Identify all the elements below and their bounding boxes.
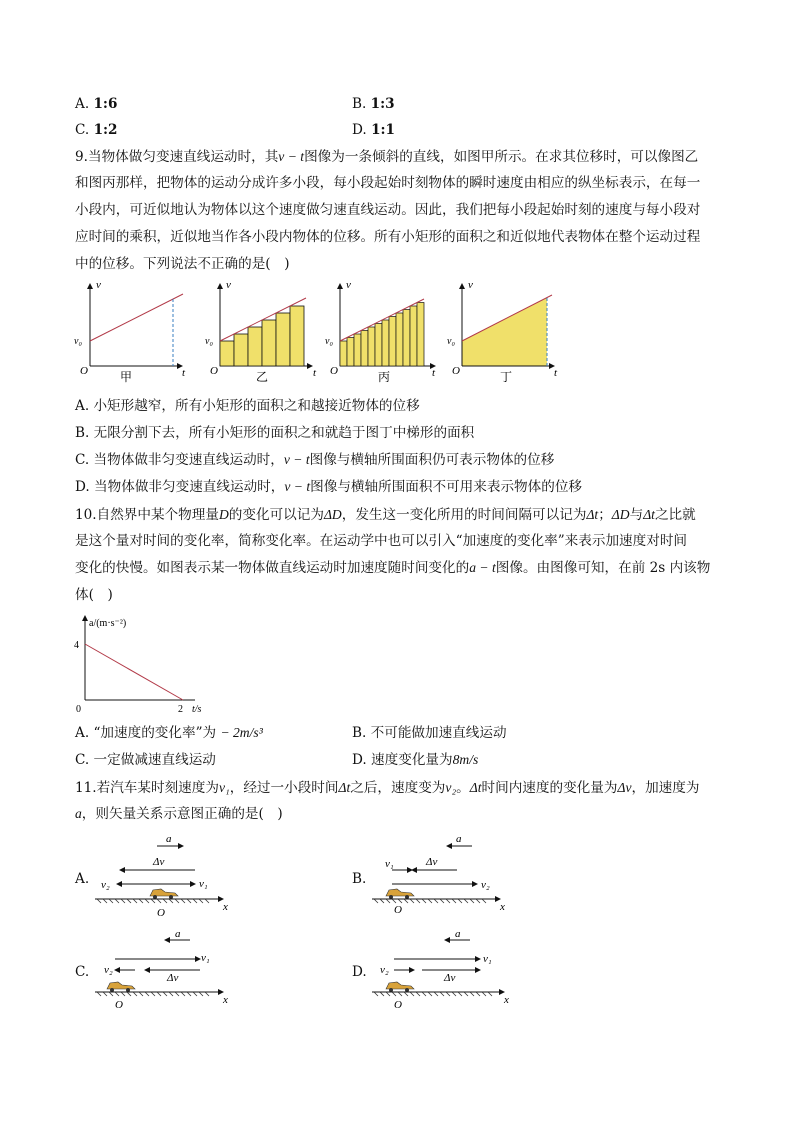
graph-origin: O [210,365,218,377]
rect-bar [389,317,396,367]
q10-a-t-graph [70,612,230,717]
q10-stem-line3: 变化的快慢。如图表示某一物体做直线运动时加速度随时间变化的a − t图像。由图像可知，在前 2s 内该物 [75,560,711,576]
sym-dv: Δv [444,972,456,984]
sym-a: a [166,833,172,845]
graph-axis-t: t [182,367,186,379]
graph-jia [74,279,186,384]
q8-option-c: C. 1:2 [75,122,118,138]
a-t-line [85,644,183,700]
sym-v1: v₁ [385,858,394,870]
sym-dv: Δv [167,972,179,984]
car-icon [386,889,414,899]
graph-axis-v: v [226,279,231,291]
graph-axis-v: v [96,279,101,291]
rect-bar [290,306,304,366]
rect-bar [361,331,368,367]
sym-O: O [394,904,402,916]
car-icon [150,889,178,899]
q10-stem-line4: 体( ) [75,587,113,603]
graph-v0: v₀ [205,336,213,347]
sym-a: a [456,833,462,845]
graph-bing [325,279,436,384]
q10-option-a: A. “加速度的变化率”为 − 2m/s³ [75,725,263,741]
graph-name-yi: 乙 [256,370,269,384]
graph-jia-line [90,294,183,341]
q11-option-c-label: C. [75,964,90,980]
sym-O: O [157,907,165,919]
trapezoid-area [462,298,547,366]
graph-v0: v₀ [74,336,82,347]
graph-origin: O [330,365,338,377]
rect-bar [417,303,424,367]
q11-diagram-a [95,828,245,920]
sym-a: a [455,928,461,940]
sym-x: x [223,994,228,1006]
rect-bar [347,338,354,367]
graph-xlabel: t/s [192,704,202,715]
graph-axis-t: t [554,367,558,379]
q10-option-c: C. 一定做减速直线运动 [75,752,216,768]
sym-v1: v₁ [199,878,208,890]
rect-bar [382,320,389,366]
q11-stem-line1: 11.若汽车某时刻速度为v₁，经过一小段时间Δt之后，速度变为v₂。Δt时间内速度的变化量为Δv，加速度为 [75,780,700,796]
q11-stem-line2: a，则矢量关系示意图正确的是( ) [75,806,283,822]
q8-option-b: B. 1:3 [352,96,395,112]
q9-option-d: D. 当物体做非匀变速直线运动时，v − t图像与横轴所围面积不可用来表示物体的位移 [75,479,583,495]
q10-option-d: D. 速度变化量为8m/s [352,752,479,768]
rect-bar [375,324,382,367]
sym-v1: v₁ [483,953,492,965]
q11-option-a-label: A. [75,871,90,887]
graph-origin: O [452,365,460,377]
q9-option-c: C. 当物体做非匀变速直线运动时，v − t图像与横轴所围面积仍可表示物体的位移 [75,452,555,468]
sym-dv: Δv [153,856,165,868]
q8-option-d: D. 1:1 [352,122,396,138]
sym-dv: Δv [426,856,438,868]
sym-v2: v₂ [481,879,490,891]
q8-option-a: A. 1:6 [75,96,118,112]
q11-diagram-b [372,828,522,920]
car-icon [386,982,414,992]
sym-v2: v₂ [104,964,113,976]
sym-a: a [175,928,181,940]
q11-option-b-label: B. [352,871,367,887]
sym-v2: v₂ [380,964,389,976]
q9-option-b: B. 无限分割下去，所有小矩形的面积之和就趋于图丁中梯形的面积 [75,425,475,441]
graph-y4: 4 [74,640,79,651]
q11-diagram-c [95,924,245,1016]
sym-v2: v₂ [101,879,110,891]
q11-option-d-label: D. [352,964,367,980]
q9-stem-line2: 和图丙那样，把物体的运动分成许多小段，每小段起始时刻物体的瞬时速度由相应的纵坐标表示，在每一 [75,175,701,191]
q10-option-b: B. 不可能做加速直线运动 [352,725,507,741]
graph-name-ding: 丁 [500,370,513,384]
graph-v0: v₀ [447,336,455,347]
graph-name-jia: 甲 [120,370,133,384]
graph-origin: O [80,365,88,377]
sym-O: O [394,999,402,1011]
graph-x2: 2 [178,704,183,715]
graph-axis-v: v [346,279,351,291]
q10-stem-line2: 是这个量对时间的变化率，简称变化率。在运动学中也可以引入“加速度的变化率”来表示加速度对时间 [75,533,688,549]
q10-stem-line1: 10.自然界中某个物理量D的变化可以记为ΔD，发生这一变化所用的时间间隔可以记为Δt；ΔD与Δt之比就 [75,507,696,523]
q9-stem-line4: 应时间的乘积，近似地当作各小段内物体的位移。所有小矩形的面积之和近似地代表物体在整个运动过程 [75,229,701,245]
graph-axis-t: t [313,367,317,379]
q9-stem-line3: 小段内，可近似地认为物体以这个速度做匀速直线运动。因此，我们把每小段起始时刻的速度与每小段对 [75,202,701,218]
q9-stem-line1: 9.当物体做匀变速直线运动时，其v − t图像为一条倾斜的直线，如图甲所示。在求其位移时，可以像图乙 [75,149,699,165]
rect-bar [354,334,361,366]
rect-bar [368,327,375,366]
graph-yi [205,279,317,384]
rect-bar [403,310,410,367]
graph-origin: 0 [76,704,81,715]
graph-axis-v: v [468,279,473,291]
sym-x: x [223,901,228,913]
rect-bar [276,313,290,366]
sym-O: O [115,999,123,1011]
q9-option-a: A. 小矩形越窄，所有小矩形的面积之和越接近物体的位移 [75,398,420,414]
rect-bar [248,327,262,366]
rect-bar [396,313,403,366]
q9-stem-line5: 中的位移。下列说法不正确的是( ) [75,256,290,272]
sym-x: x [500,901,505,913]
car-icon [107,982,135,992]
q9-graphs-figure [70,278,570,388]
graph-ylabel: a/(m·s⁻²) [89,618,127,629]
rect-bar [410,306,417,366]
graph-v0: v₀ [325,336,333,347]
graph-ding [447,279,558,384]
sym-v1: v₁ [201,952,210,964]
sym-x: x [504,994,509,1006]
rect-bar [220,341,234,366]
graph-axis-t: t [432,367,436,379]
rect-bar [262,320,276,366]
graph-name-bing: 丙 [378,370,391,384]
rect-bar [340,341,347,366]
rect-bar [234,334,248,366]
q11-diagram-d [372,924,522,1016]
